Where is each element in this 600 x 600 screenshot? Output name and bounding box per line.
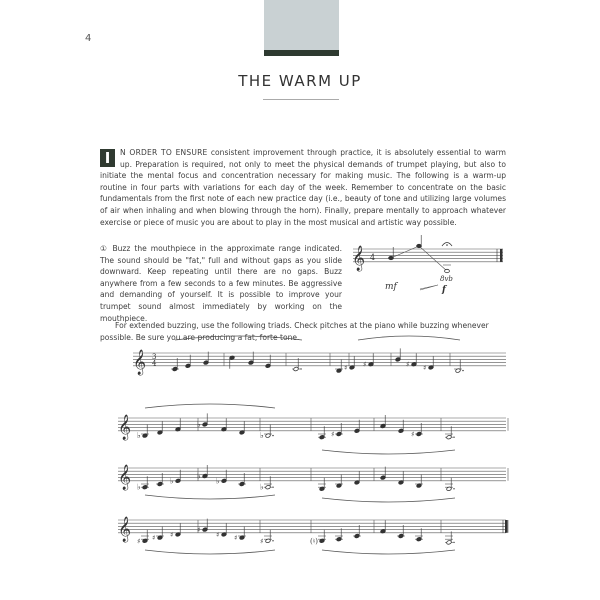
sharp-icon: ♯ [344,363,348,372]
sharp-icon: ♯ [170,530,174,539]
page-title: THE WARM UP [238,72,362,90]
sharp-icon: ♯ [234,534,238,543]
extended-text: For extended buzzing, use the following triads. Check pitches at the piano while buzzing whenever possible. Be sure you are producing a fat, forte tone. [100,321,489,342]
sharp-icon: ♯ [406,360,410,369]
dot [453,542,454,543]
intro-body: consistent improvement through practice, it is absolutely essential to warm up. Preparation is required, not only to meet the physical demands of trumpet playing, but also to initiate the mental focus and concentration necessary for making music. The following is a warm-up routine in four parts with variations for each day of the week. Remember to concentrate on the basic fundamentals from the first note of each new practice day (i.e., beauty of tone and utilizing large volumes of air when inhaling and when blowing through the horn). Finally, prepare mentally to approach whatever exercise or piece of music you are about to play in the most musical and artistic way possible. [100,148,506,227]
sharp-icon: ♯ [260,537,264,546]
treble-clef-icon: 𝄞 [118,414,132,440]
flat-icon: ♭ [137,482,141,492]
sharp-icon: ♯ [137,537,141,546]
page-number: 4 [85,33,92,44]
treble-clef-icon: 𝄞 [133,349,147,375]
dropcap: I [100,149,115,167]
slur [322,450,455,454]
sharp-icon: ♯ [197,526,201,535]
slur [145,495,275,499]
dot [300,368,301,369]
dot [453,437,454,438]
flat-icon: ♭ [260,431,264,441]
fermata-dot [446,244,448,246]
notehead [445,269,450,272]
sharp-icon: ♯ [411,430,415,439]
sharp-icon: ♯ [152,534,156,543]
final-barline [500,249,503,262]
dot [272,487,273,488]
flat-icon: ♭ [197,471,201,481]
slur [145,404,275,408]
slur [175,336,302,340]
time-signature: 4 [370,253,376,262]
crescendo-hairpin [420,285,438,290]
sharp-icon: ♯ [216,530,220,539]
flat-icon: ♭ [216,476,220,486]
step-1-marker: ① [100,244,109,253]
slur [322,550,455,554]
sharp-icon: ♯ [331,430,335,439]
dot [272,435,273,436]
sharp-icon: ♯ [423,363,427,372]
treble-clef-icon: 𝄞 [118,464,132,490]
treble-clef-icon: 𝄞 [352,245,366,271]
flat-icon: ♭ [170,476,174,486]
treble-clef-icon: 𝄞 [118,516,132,542]
octave-marking: 8vb [440,275,453,283]
natural-icon: (♮) [310,537,318,546]
notehead [389,256,394,259]
slur [145,550,275,554]
time-signature-top: 3 [152,353,157,361]
dot [462,370,463,371]
flat-icon: ♭ [197,419,201,429]
time-signature-bottom: 4 [152,359,157,368]
dot [453,488,454,489]
sharp-icon: ♯ [363,360,367,369]
dynamic-mf: mf [385,282,397,292]
dynamic-f: f [442,285,446,295]
intro-lead: N ORDER TO ENSURE [120,148,208,157]
final-barline [505,520,508,533]
flat-icon: ♭ [137,431,141,441]
slur [358,336,460,340]
flat-icon: ♭ [260,482,264,492]
slur [322,498,455,502]
notehead [417,244,422,247]
step-1-text: Buzz the mouthpiece in the approximate range indicated. The sound should be "fat," full and without gaps as you slide downward. Keep repeating until there are no gaps. Buzz anywhere from a few seconds to a few minutes. Be aggressive and demanding of yourself. It is possible to improve your trumpet sound almost immediately by working on the mouthpiece. [100,244,342,323]
dot [272,540,273,541]
